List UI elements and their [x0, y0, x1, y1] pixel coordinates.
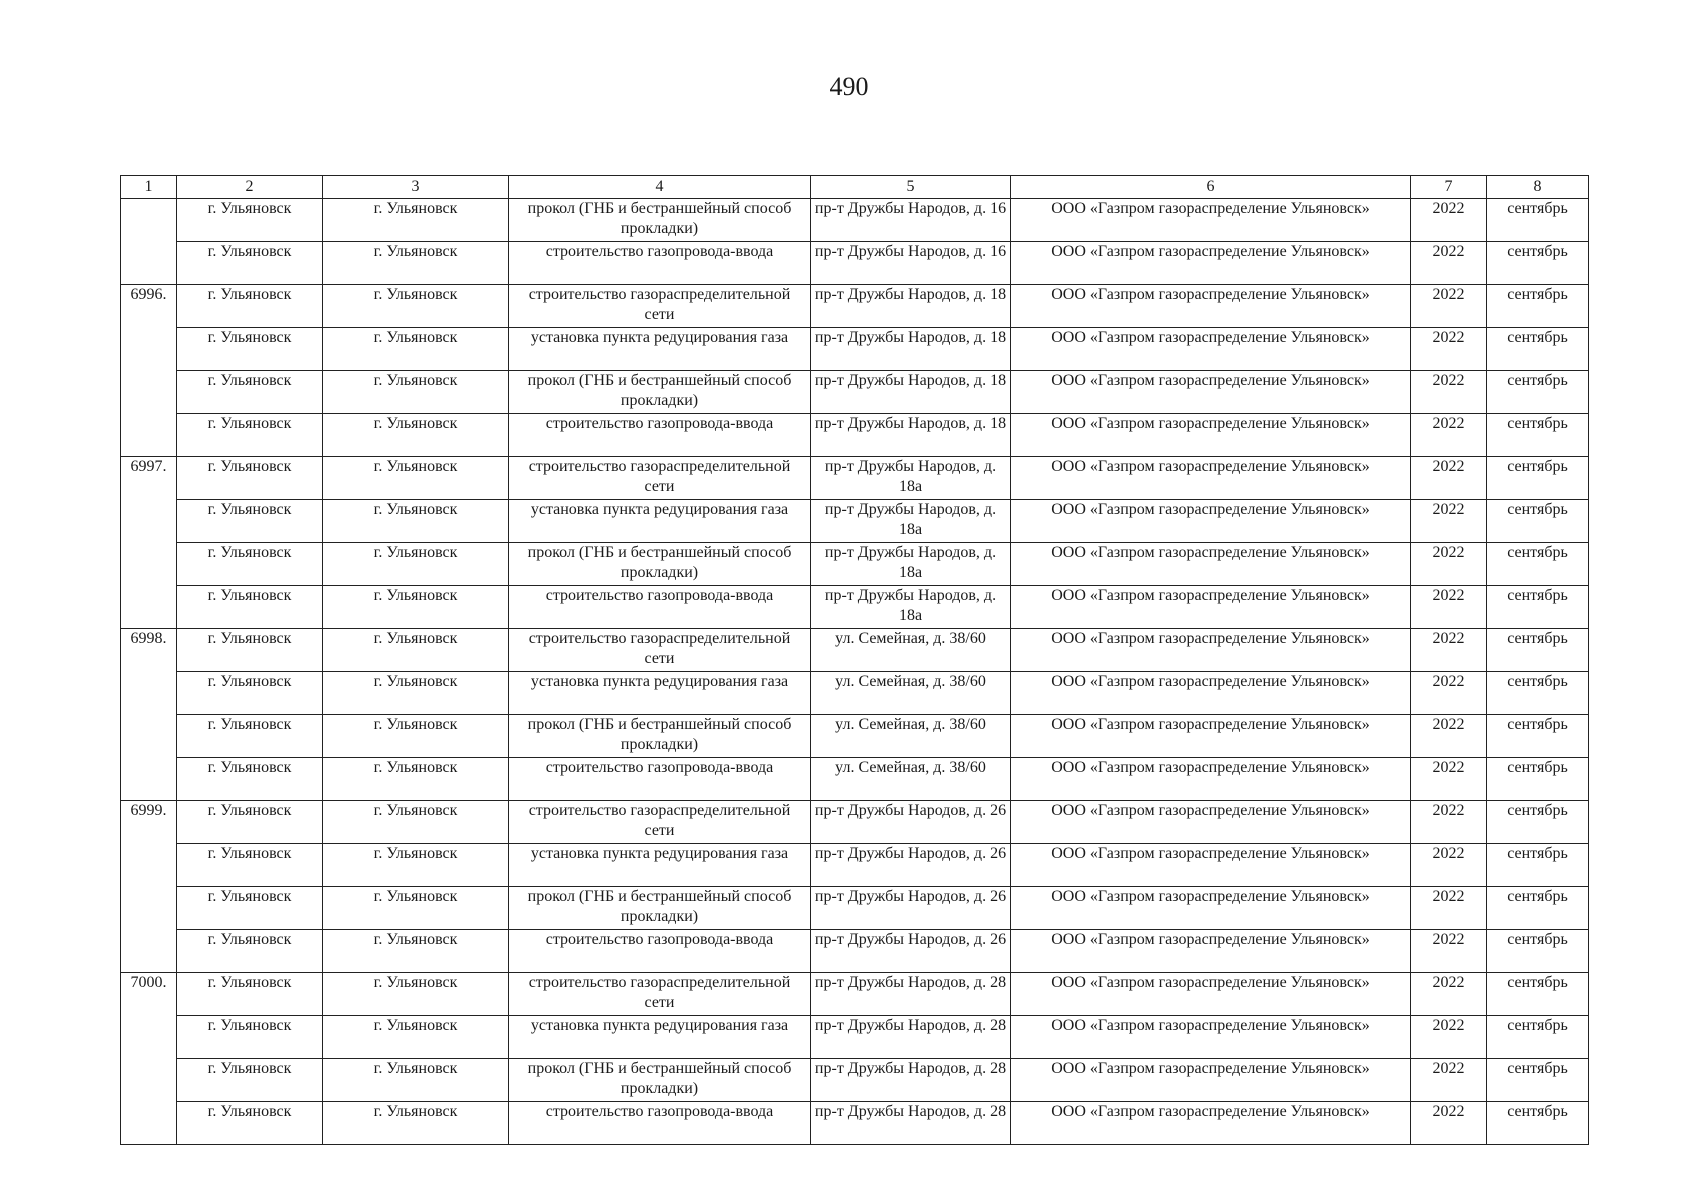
work-type-cell: прокол (ГНБ и бестраншейный способ прокладки) [509, 887, 811, 930]
year-cell: 2022 [1411, 414, 1487, 457]
settlement-cell: г. Ульяновск [323, 1059, 509, 1102]
address-cell: ул. Семейная, д. 38/60 [811, 758, 1011, 801]
settlement-cell: г. Ульяновск [323, 715, 509, 758]
work-type-cell: прокол (ГНБ и бестраншейный способ прокладки) [509, 371, 811, 414]
month-cell: сентябрь [1487, 543, 1589, 586]
month-cell: сентябрь [1487, 930, 1589, 973]
month-cell: сентябрь [1487, 758, 1589, 801]
address-cell: ул. Семейная, д. 38/60 [811, 672, 1011, 715]
locality-cell: г. Ульяновск [177, 629, 323, 672]
month-cell: сентябрь [1487, 801, 1589, 844]
address-cell: пр-т Дружбы Народов, д. 18а [811, 457, 1011, 500]
settlement-cell: г. Ульяновск [323, 543, 509, 586]
settlement-cell: г. Ульяновск [323, 500, 509, 543]
organization-cell: ООО «Газпром газораспределение Ульяновск» [1011, 1102, 1411, 1145]
organization-cell: ООО «Газпром газораспределение Ульяновск» [1011, 844, 1411, 887]
locality-cell: г. Ульяновск [177, 1059, 323, 1102]
month-cell: сентябрь [1487, 242, 1589, 285]
locality-cell: г. Ульяновск [177, 930, 323, 973]
item-number-cell: 7000. [121, 973, 177, 1145]
column-header: 6 [1011, 176, 1411, 199]
locality-cell: г. Ульяновск [177, 1102, 323, 1145]
settlement-cell: г. Ульяновск [323, 1016, 509, 1059]
item-number-cell: 6997. [121, 457, 177, 629]
year-cell: 2022 [1411, 930, 1487, 973]
work-type-cell: строительство газопровода-ввода [509, 242, 811, 285]
locality-cell: г. Ульяновск [177, 672, 323, 715]
work-type-cell: установка пункта редуцирования газа [509, 328, 811, 371]
settlement-cell: г. Ульяновск [323, 328, 509, 371]
work-type-cell: строительство газопровода-ввода [509, 414, 811, 457]
address-cell: пр-т Дружбы Народов, д. 18 [811, 414, 1011, 457]
table-row [121, 586, 1589, 629]
item-number-cell: 6996. [121, 285, 177, 457]
organization-cell: ООО «Газпром газораспределение Ульяновск» [1011, 629, 1411, 672]
address-cell: пр-т Дружбы Народов, д. 18 [811, 328, 1011, 371]
year-cell: 2022 [1411, 242, 1487, 285]
year-cell: 2022 [1411, 371, 1487, 414]
address-cell: пр-т Дружбы Народов, д. 26 [811, 930, 1011, 973]
work-type-cell: строительство газопровода-ввода [509, 586, 811, 629]
work-type-cell: строительство газопровода-ввода [509, 758, 811, 801]
work-type-cell: строительство газопровода-ввода [509, 1102, 811, 1145]
address-cell: пр-т Дружбы Народов, д. 26 [811, 801, 1011, 844]
table-body [121, 199, 1589, 1145]
organization-cell: ООО «Газпром газораспределение Ульяновск» [1011, 457, 1411, 500]
month-cell: сентябрь [1487, 328, 1589, 371]
month-cell: сентябрь [1487, 414, 1589, 457]
work-type-cell: установка пункта редуцирования газа [509, 844, 811, 887]
year-cell: 2022 [1411, 758, 1487, 801]
settlement-cell: г. Ульяновск [323, 887, 509, 930]
month-cell: сентябрь [1487, 371, 1589, 414]
organization-cell: ООО «Газпром газораспределение Ульяновск» [1011, 715, 1411, 758]
table-row [121, 887, 1589, 930]
column-header: 7 [1411, 176, 1487, 199]
table-row [121, 715, 1589, 758]
work-type-cell: установка пункта редуцирования газа [509, 1016, 811, 1059]
organization-cell: ООО «Газпром газораспределение Ульяновск» [1011, 758, 1411, 801]
works-table [120, 175, 1589, 1145]
locality-cell: г. Ульяновск [177, 715, 323, 758]
month-cell: сентябрь [1487, 457, 1589, 500]
address-cell: пр-т Дружбы Народов, д. 28 [811, 973, 1011, 1016]
year-cell: 2022 [1411, 285, 1487, 328]
month-cell: сентябрь [1487, 973, 1589, 1016]
organization-cell: ООО «Газпром газораспределение Ульяновск» [1011, 672, 1411, 715]
work-type-cell: строительство газораспределительной сети [509, 973, 811, 1016]
work-type-cell: строительство газопровода-ввода [509, 930, 811, 973]
address-cell: пр-т Дружбы Народов, д. 18а [811, 500, 1011, 543]
locality-cell: г. Ульяновск [177, 457, 323, 500]
work-type-cell: прокол (ГНБ и бестраншейный способ прокладки) [509, 199, 811, 242]
organization-cell: ООО «Газпром газораспределение Ульяновск» [1011, 285, 1411, 328]
organization-cell: ООО «Газпром газораспределение Ульяновск» [1011, 887, 1411, 930]
year-cell: 2022 [1411, 457, 1487, 500]
month-cell: сентябрь [1487, 1102, 1589, 1145]
locality-cell: г. Ульяновск [177, 586, 323, 629]
month-cell: сентябрь [1487, 715, 1589, 758]
year-cell: 2022 [1411, 887, 1487, 930]
column-header: 4 [509, 176, 811, 199]
year-cell: 2022 [1411, 586, 1487, 629]
settlement-cell: г. Ульяновск [323, 801, 509, 844]
organization-cell: ООО «Газпром газораспределение Ульяновск» [1011, 801, 1411, 844]
year-cell: 2022 [1411, 844, 1487, 887]
table-row [121, 500, 1589, 543]
address-cell: ул. Семейная, д. 38/60 [811, 629, 1011, 672]
organization-cell: ООО «Газпром газораспределение Ульяновск» [1011, 930, 1411, 973]
table-row [121, 801, 1589, 844]
work-type-cell: установка пункта редуцирования газа [509, 672, 811, 715]
month-cell: сентябрь [1487, 199, 1589, 242]
table-row [121, 371, 1589, 414]
year-cell: 2022 [1411, 500, 1487, 543]
address-cell: пр-т Дружбы Народов, д. 26 [811, 844, 1011, 887]
settlement-cell: г. Ульяновск [323, 930, 509, 973]
organization-cell: ООО «Газпром газораспределение Ульяновск» [1011, 371, 1411, 414]
work-type-cell: прокол (ГНБ и бестраншейный способ прокладки) [509, 1059, 811, 1102]
organization-cell: ООО «Газпром газораспределение Ульяновск» [1011, 586, 1411, 629]
table-row [121, 285, 1589, 328]
table-row [121, 758, 1589, 801]
table-row [121, 543, 1589, 586]
organization-cell: ООО «Газпром газораспределение Ульяновск» [1011, 328, 1411, 371]
year-cell: 2022 [1411, 715, 1487, 758]
locality-cell: г. Ульяновск [177, 887, 323, 930]
year-cell: 2022 [1411, 543, 1487, 586]
locality-cell: г. Ульяновск [177, 801, 323, 844]
year-cell: 2022 [1411, 629, 1487, 672]
locality-cell: г. Ульяновск [177, 543, 323, 586]
address-cell: пр-т Дружбы Народов, д. 18 [811, 285, 1011, 328]
year-cell: 2022 [1411, 328, 1487, 371]
settlement-cell: г. Ульяновск [323, 844, 509, 887]
organization-cell: ООО «Газпром газораспределение Ульяновск» [1011, 1016, 1411, 1059]
table-row [121, 973, 1589, 1016]
locality-cell: г. Ульяновск [177, 500, 323, 543]
locality-cell: г. Ульяновск [177, 242, 323, 285]
month-cell: сентябрь [1487, 887, 1589, 930]
year-cell: 2022 [1411, 1059, 1487, 1102]
item-number-cell: 6998. [121, 629, 177, 801]
month-cell: сентябрь [1487, 629, 1589, 672]
settlement-cell: г. Ульяновск [323, 371, 509, 414]
table-row [121, 672, 1589, 715]
year-cell: 2022 [1411, 801, 1487, 844]
work-type-cell: прокол (ГНБ и бестраншейный способ прокладки) [509, 543, 811, 586]
work-type-cell: строительство газораспределительной сети [509, 285, 811, 328]
address-cell: пр-т Дружбы Народов, д. 16 [811, 242, 1011, 285]
address-cell: пр-т Дружбы Народов, д. 18а [811, 586, 1011, 629]
address-cell: пр-т Дружбы Народов, д. 28 [811, 1102, 1011, 1145]
organization-cell: ООО «Газпром газораспределение Ульяновск» [1011, 543, 1411, 586]
settlement-cell: г. Ульяновск [323, 973, 509, 1016]
address-cell: пр-т Дружбы Народов, д. 18 [811, 371, 1011, 414]
item-number-cell [121, 199, 177, 285]
table-row [121, 844, 1589, 887]
year-cell: 2022 [1411, 672, 1487, 715]
address-cell: пр-т Дружбы Народов, д. 28 [811, 1016, 1011, 1059]
table-row [121, 930, 1589, 973]
settlement-cell: г. Ульяновск [323, 1102, 509, 1145]
settlement-cell: г. Ульяновск [323, 199, 509, 242]
page-number: 490 [829, 72, 869, 101]
year-cell: 2022 [1411, 973, 1487, 1016]
year-cell: 2022 [1411, 1102, 1487, 1145]
year-cell: 2022 [1411, 199, 1487, 242]
month-cell: сентябрь [1487, 586, 1589, 629]
table-row [121, 1102, 1589, 1145]
locality-cell: г. Ульяновск [177, 1016, 323, 1059]
month-cell: сентябрь [1487, 672, 1589, 715]
settlement-cell: г. Ульяновск [323, 242, 509, 285]
address-cell: пр-т Дружбы Народов, д. 26 [811, 887, 1011, 930]
month-cell: сентябрь [1487, 1059, 1589, 1102]
work-type-cell: строительство газораспределительной сети [509, 801, 811, 844]
table-row [121, 414, 1589, 457]
work-type-cell: прокол (ГНБ и бестраншейный способ прокладки) [509, 715, 811, 758]
item-number-cell: 6999. [121, 801, 177, 973]
month-cell: сентябрь [1487, 500, 1589, 543]
address-cell: пр-т Дружбы Народов, д. 18а [811, 543, 1011, 586]
locality-cell: г. Ульяновск [177, 371, 323, 414]
settlement-cell: г. Ульяновск [323, 672, 509, 715]
locality-cell: г. Ульяновск [177, 328, 323, 371]
column-header: 2 [177, 176, 323, 199]
work-type-cell: строительство газораспределительной сети [509, 629, 811, 672]
column-header: 5 [811, 176, 1011, 199]
organization-cell: ООО «Газпром газораспределение Ульяновск» [1011, 242, 1411, 285]
organization-cell: ООО «Газпром газораспределение Ульяновск» [1011, 500, 1411, 543]
organization-cell: ООО «Газпром газораспределение Ульяновск» [1011, 973, 1411, 1016]
settlement-cell: г. Ульяновск [323, 414, 509, 457]
table-row [121, 242, 1589, 285]
table-row [121, 199, 1589, 242]
table-row [121, 1016, 1589, 1059]
table-row [121, 629, 1589, 672]
month-cell: сентябрь [1487, 1016, 1589, 1059]
column-numbers-row [121, 176, 1589, 199]
year-cell: 2022 [1411, 1016, 1487, 1059]
table-row [121, 1059, 1589, 1102]
organization-cell: ООО «Газпром газораспределение Ульяновск» [1011, 1059, 1411, 1102]
locality-cell: г. Ульяновск [177, 285, 323, 328]
work-type-cell: установка пункта редуцирования газа [509, 500, 811, 543]
column-header: 8 [1487, 176, 1589, 199]
work-type-cell: строительство газораспределительной сети [509, 457, 811, 500]
organization-cell: ООО «Газпром газораспределение Ульяновск» [1011, 414, 1411, 457]
organization-cell: ООО «Газпром газораспределение Ульяновск» [1011, 199, 1411, 242]
address-cell: пр-т Дружбы Народов, д. 28 [811, 1059, 1011, 1102]
settlement-cell: г. Ульяновск [323, 457, 509, 500]
month-cell: сентябрь [1487, 844, 1589, 887]
locality-cell: г. Ульяновск [177, 758, 323, 801]
settlement-cell: г. Ульяновск [323, 285, 509, 328]
table-row [121, 457, 1589, 500]
locality-cell: г. Ульяновск [177, 414, 323, 457]
locality-cell: г. Ульяновск [177, 199, 323, 242]
locality-cell: г. Ульяновск [177, 973, 323, 1016]
settlement-cell: г. Ульяновск [323, 629, 509, 672]
table-row [121, 328, 1589, 371]
settlement-cell: г. Ульяновск [323, 586, 509, 629]
month-cell: сентябрь [1487, 285, 1589, 328]
column-header: 1 [121, 176, 177, 199]
address-cell: пр-т Дружбы Народов, д. 16 [811, 199, 1011, 242]
address-cell: ул. Семейная, д. 38/60 [811, 715, 1011, 758]
settlement-cell: г. Ульяновск [323, 758, 509, 801]
locality-cell: г. Ульяновск [177, 844, 323, 887]
column-header: 3 [323, 176, 509, 199]
